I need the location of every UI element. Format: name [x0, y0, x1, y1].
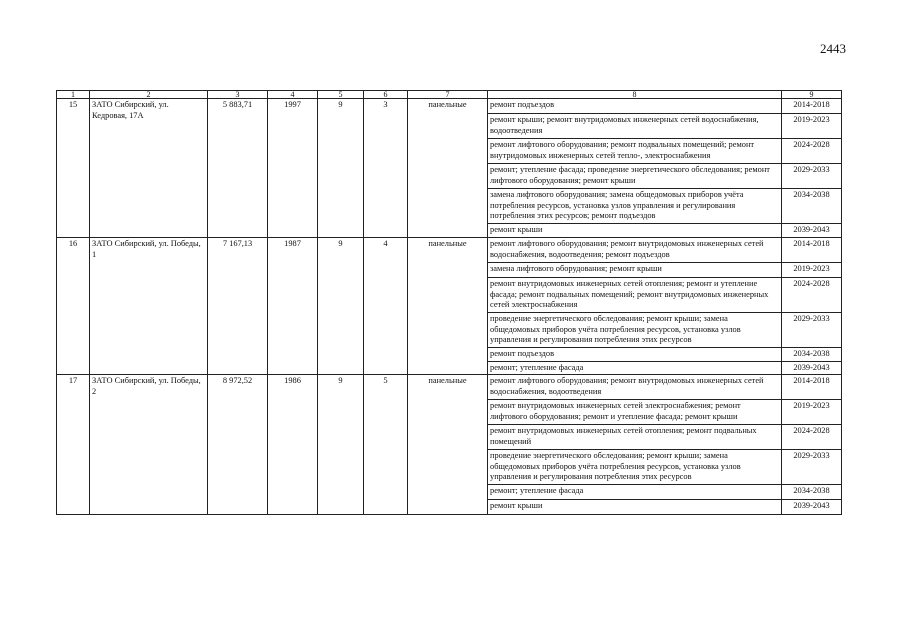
work-period: 2019-2023 [782, 400, 842, 425]
house-entrances: 4 [364, 238, 408, 375]
work-description: ремонт подъездов [488, 99, 782, 114]
work-description: ремонт; утепление фасада [488, 361, 782, 375]
house-year: 1987 [268, 238, 318, 375]
house-address: ЗАТО Сибирский, ул. Победы, 1 [90, 238, 208, 375]
column-header: 7 [408, 91, 488, 99]
house-number: 17 [57, 375, 90, 515]
work-period: 2024-2028 [782, 425, 842, 450]
work-description: ремонт внутридомовых инженерных сетей отопления; ремонт подвальных помещений [488, 425, 782, 450]
work-description: ремонт лифтового оборудования; ремонт внутридомовых инженерных сетей водоснабжения, водоотведения; ремонт подъездов [488, 238, 782, 263]
work-period: 2034-2038 [782, 189, 842, 224]
house-entrances: 3 [364, 99, 408, 238]
work-period: 2039-2043 [782, 500, 842, 515]
column-header: 8 [488, 91, 782, 99]
page-number: 2443 [820, 41, 846, 56]
table-row [57, 238, 842, 263]
work-period: 2029-2033 [782, 450, 842, 485]
column-header: 3 [208, 91, 268, 99]
work-description: ремонт лифтового оборудования; ремонт внутридомовых инженерных сетей водоснабжения, водоотведения [488, 375, 782, 400]
work-period: 2039-2043 [782, 361, 842, 375]
work-period: 2014-2018 [782, 99, 842, 114]
work-description: замена лифтового оборудования; замена общедомовых приборов учёта потребления ресурсов, установка узлов управления и регулирования потребления этих ресурсов; ремонт подъездов [488, 189, 782, 224]
house-floors: 9 [318, 238, 364, 375]
work-period: 2024-2028 [782, 139, 842, 164]
house-walls: панельные [408, 99, 488, 238]
work-description: ремонт лифтового оборудования; ремонт подвальных помещений; ремонт внутридомовых инженерных сетей тепло-, электроснабжения [488, 139, 782, 164]
table-row [57, 99, 842, 114]
work-description: ремонт внутридомовых инженерных сетей отопления; ремонт и утепление фасада; ремонт подвальных помещений; ремонт внутридомовых инженерных сетей электроснабжения [488, 278, 782, 313]
house-address: ЗАТО Сибирский, ул. Победы, 2 [90, 375, 208, 515]
work-description: ремонт; утепление фасада [488, 485, 782, 500]
work-period: 2014-2018 [782, 375, 842, 400]
column-header: 6 [364, 91, 408, 99]
work-period: 2024-2028 [782, 278, 842, 313]
house-address: ЗАТО Сибирский, ул. Кедровая, 17А [90, 99, 208, 238]
work-description: ремонт крыши [488, 500, 782, 515]
work-description: ремонт подъездов [488, 348, 782, 362]
house-walls: панельные [408, 375, 488, 515]
house-year: 1986 [268, 375, 318, 515]
house-floors: 9 [318, 375, 364, 515]
work-period: 2034-2038 [782, 348, 842, 362]
column-header: 1 [57, 91, 90, 99]
table-row [57, 375, 842, 400]
work-description: проведение энергетического обследования; ремонт крыши; замена общедомовых приборов учёта потребления ресурсов, установка узлов управления и регулирования потребления этих ресурсов [488, 450, 782, 485]
column-header: 5 [318, 91, 364, 99]
work-description: замена лифтового оборудования; ремонт крыши [488, 263, 782, 278]
work-period: 2019-2023 [782, 114, 842, 139]
work-description: проведение энергетического обследования; ремонт крыши; замена общедомовых приборов учёта потребления ресурсов, установка узлов управления и регулирования потребления этих ресурсов [488, 313, 782, 348]
column-header: 9 [782, 91, 842, 99]
work-period: 2019-2023 [782, 263, 842, 278]
work-period: 2029-2033 [782, 164, 842, 189]
house-floors: 9 [318, 99, 364, 238]
work-period: 2014-2018 [782, 238, 842, 263]
house-area: 8 972,52 [208, 375, 268, 515]
work-description: ремонт крыши [488, 224, 782, 238]
work-period: 2034-2038 [782, 485, 842, 500]
work-description: ремонт внутридомовых инженерных сетей электроснабжения; ремонт лифтового оборудования; ремонт и утепление фасада; ремонт крыши [488, 400, 782, 425]
house-year: 1997 [268, 99, 318, 238]
column-header: 2 [90, 91, 208, 99]
work-period: 2029-2033 [782, 313, 842, 348]
column-header: 4 [268, 91, 318, 99]
work-description: ремонт; утепление фасада; проведение энергетического обследования; ремонт лифтового оборудования; ремонт крыши [488, 164, 782, 189]
house-number: 15 [57, 99, 90, 238]
house-entrances: 5 [364, 375, 408, 515]
work-period: 2039-2043 [782, 224, 842, 238]
house-walls: панельные [408, 238, 488, 375]
house-area: 5 883,71 [208, 99, 268, 238]
house-number: 16 [57, 238, 90, 375]
repair-schedule-table [56, 90, 842, 515]
work-description: ремонт крыши; ремонт внутридомовых инженерных сетей водоснабжения, водоотведения [488, 114, 782, 139]
header-row [57, 91, 842, 99]
house-area: 7 167,13 [208, 238, 268, 375]
